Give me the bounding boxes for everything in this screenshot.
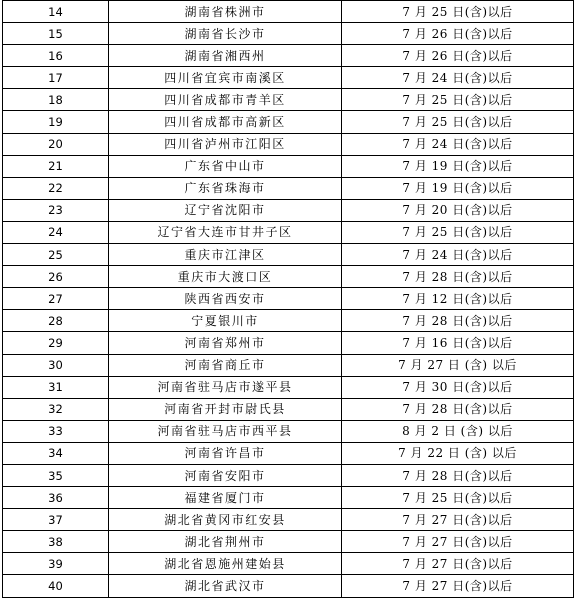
row-number-cell: 22	[3, 177, 109, 199]
place-cell: 重庆市江津区	[109, 244, 342, 266]
table-row	[3, 376, 574, 398]
date-cell: 7 月 27 日 (含) 以后	[342, 354, 574, 376]
date-cell: 7 月 28 日(含)以后	[342, 266, 574, 288]
date-cell: 7 月 30 日(含)以后	[342, 376, 574, 398]
row-number-cell: 38	[3, 531, 109, 553]
table-row	[3, 354, 574, 376]
row-number-cell: 15	[3, 23, 109, 45]
row-number-cell: 36	[3, 487, 109, 509]
table-row	[3, 45, 574, 67]
date-cell: 7 月 27 日(含)以后	[342, 509, 574, 531]
table-row	[3, 310, 574, 332]
row-number-cell: 14	[3, 1, 109, 23]
row-number-cell: 37	[3, 509, 109, 531]
table-row	[3, 89, 574, 111]
table-row	[3, 288, 574, 310]
place-cell: 河南省郑州市	[109, 332, 342, 354]
row-number-cell: 34	[3, 442, 109, 464]
table-body	[3, 1, 574, 598]
table-row	[3, 420, 574, 442]
date-cell: 8 月 2 日 (含) 以后	[342, 420, 574, 442]
table-row	[3, 553, 574, 575]
date-cell: 7 月 27 日(含)以后	[342, 531, 574, 553]
date-cell: 7 月 24 日(含)以后	[342, 133, 574, 155]
date-cell: 7 月 24 日(含)以后	[342, 244, 574, 266]
row-number-cell: 28	[3, 310, 109, 332]
date-cell: 7 月 28 日(含)以后	[342, 310, 574, 332]
date-cell: 7 月 16 日(含)以后	[342, 332, 574, 354]
row-number-cell: 35	[3, 464, 109, 486]
place-cell: 湖南省长沙市	[109, 23, 342, 45]
place-cell: 四川省成都市高新区	[109, 111, 342, 133]
place-cell: 河南省商丘市	[109, 354, 342, 376]
place-cell: 湖北省恩施州建始县	[109, 553, 342, 575]
place-cell: 广东省珠海市	[109, 177, 342, 199]
table-row	[3, 177, 574, 199]
row-number-cell: 32	[3, 398, 109, 420]
place-cell: 河南省驻马店市西平县	[109, 420, 342, 442]
table-row	[3, 111, 574, 133]
place-cell: 宁夏银川市	[109, 310, 342, 332]
table-row	[3, 398, 574, 420]
row-number-cell: 39	[3, 553, 109, 575]
date-cell: 7 月 24 日(含)以后	[342, 67, 574, 89]
row-number-cell: 25	[3, 244, 109, 266]
place-cell: 四川省宜宾市南溪区	[109, 67, 342, 89]
place-cell: 河南省驻马店市遂平县	[109, 376, 342, 398]
table-row	[3, 509, 574, 531]
date-cell: 7 月 26 日(含)以后	[342, 23, 574, 45]
row-number-cell: 31	[3, 376, 109, 398]
date-cell: 7 月 20 日(含)以后	[342, 199, 574, 221]
place-cell: 河南省开封市尉氏县	[109, 398, 342, 420]
row-number-cell: 21	[3, 155, 109, 177]
date-cell: 7 月 28 日(含)以后	[342, 398, 574, 420]
row-number-cell: 30	[3, 354, 109, 376]
table-row	[3, 155, 574, 177]
place-cell: 陕西省西安市	[109, 288, 342, 310]
date-cell: 7 月 28 日(含)以后	[342, 464, 574, 486]
table-row	[3, 133, 574, 155]
row-number-cell: 17	[3, 67, 109, 89]
table-row	[3, 67, 574, 89]
place-cell: 河南省安阳市	[109, 464, 342, 486]
date-cell: 7 月 26 日(含)以后	[342, 45, 574, 67]
row-number-cell: 18	[3, 89, 109, 111]
table-row	[3, 23, 574, 45]
row-number-cell: 24	[3, 221, 109, 243]
table-row	[3, 266, 574, 288]
place-cell: 湖北省黄冈市红安县	[109, 509, 342, 531]
date-cell: 7 月 27 日(含)以后	[342, 575, 574, 597]
row-number-cell: 27	[3, 288, 109, 310]
date-cell: 7 月 22 日 (含) 以后	[342, 442, 574, 464]
place-cell: 辽宁省沈阳市	[109, 199, 342, 221]
place-cell: 四川省成都市青羊区	[109, 89, 342, 111]
row-number-cell: 20	[3, 133, 109, 155]
place-cell: 福建省厦门市	[109, 487, 342, 509]
place-cell: 湖南省湘西州	[109, 45, 342, 67]
place-cell: 四川省泸州市江阳区	[109, 133, 342, 155]
table-row	[3, 244, 574, 266]
row-number-cell: 23	[3, 199, 109, 221]
table-row	[3, 531, 574, 553]
row-number-cell: 40	[3, 575, 109, 597]
table-row	[3, 199, 574, 221]
table-row	[3, 464, 574, 486]
region-date-table	[2, 0, 574, 598]
place-cell: 广东省中山市	[109, 155, 342, 177]
row-number-cell: 29	[3, 332, 109, 354]
table-row	[3, 332, 574, 354]
date-cell: 7 月 25 日(含)以后	[342, 1, 574, 23]
table-row	[3, 221, 574, 243]
date-cell: 7 月 25 日(含)以后	[342, 89, 574, 111]
row-number-cell: 19	[3, 111, 109, 133]
date-cell: 7 月 12 日(含)以后	[342, 288, 574, 310]
row-number-cell: 33	[3, 420, 109, 442]
date-cell: 7 月 25 日(含)以后	[342, 111, 574, 133]
table-row	[3, 1, 574, 23]
table-row	[3, 575, 574, 597]
place-cell: 辽宁省大连市甘井子区	[109, 221, 342, 243]
table-row	[3, 487, 574, 509]
place-cell: 湖北省武汉市	[109, 575, 342, 597]
date-cell: 7 月 25 日(含)以后	[342, 487, 574, 509]
row-number-cell: 16	[3, 45, 109, 67]
table-row	[3, 442, 574, 464]
date-cell: 7 月 27 日(含)以后	[342, 553, 574, 575]
date-cell: 7 月 19 日(含)以后	[342, 155, 574, 177]
place-cell: 湖北省荆州市	[109, 531, 342, 553]
row-number-cell: 26	[3, 266, 109, 288]
date-cell: 7 月 25 日(含)以后	[342, 221, 574, 243]
place-cell: 河南省许昌市	[109, 442, 342, 464]
date-cell: 7 月 19 日(含)以后	[342, 177, 574, 199]
place-cell: 湖南省株洲市	[109, 1, 342, 23]
place-cell: 重庆市大渡口区	[109, 266, 342, 288]
